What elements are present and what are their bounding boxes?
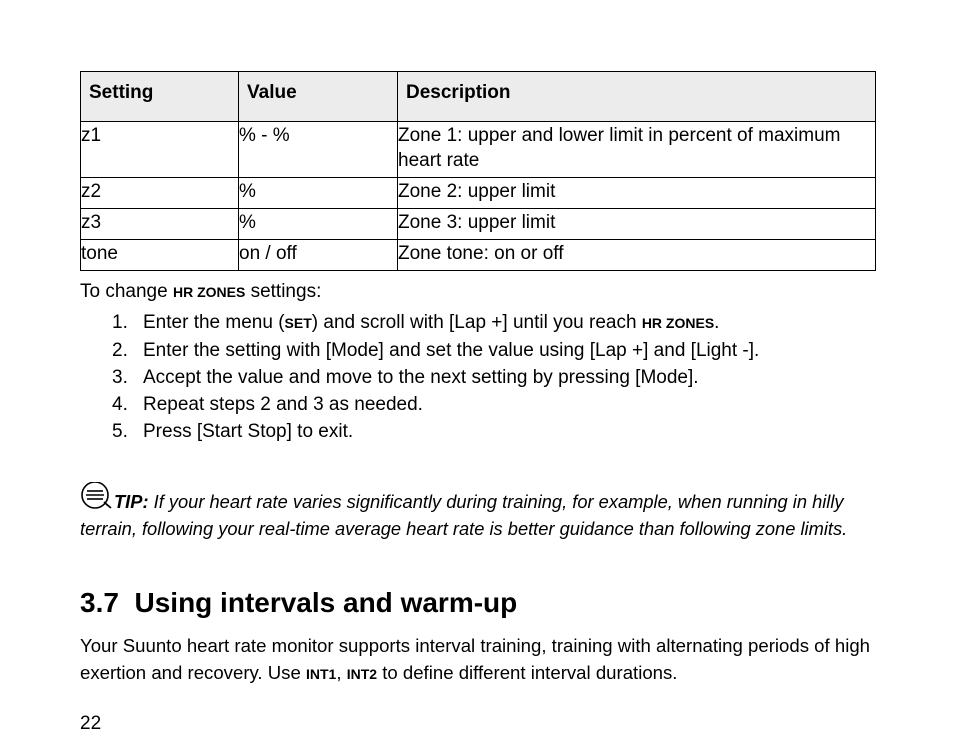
section-title: Using intervals and warm-up [134,587,518,618]
body-text: , [336,662,347,683]
int2-keyword: INT2 [346,666,378,682]
intro-text: To change [80,281,173,302]
page-number: 22 [80,713,102,734]
tip-label: TIP: [114,491,149,512]
cell-description: Zone tone: on or off [398,240,876,271]
section-body [80,632,880,688]
tip-text: If your heart rate varies significantly during training, for example, when running in hilly terrain, following your real-time average heart rate is better guidance than following zone limits. [80,491,848,539]
step-text: Accept the value and move to the next setting by pressing [Mode]. [143,367,699,388]
step-text: . [714,312,720,333]
list-item [80,364,759,391]
cell-description: Zone 3: upper limit [398,209,876,240]
step-text: Enter the setting with [Mode] and set the value using [Lap +] and [Light -]. [143,340,760,361]
list-item [80,337,759,364]
cell-setting: z3 [81,209,239,240]
section-heading [80,585,517,621]
table-row [81,178,876,209]
hr-zones-keyword: HR ZONES [172,284,246,300]
step-number: 3. [112,367,128,388]
list-item [80,418,759,445]
cell-setting: z1 [81,122,239,178]
cell-setting: tone [81,240,239,271]
list-item [80,309,759,337]
hr-zones-keyword: HR ZONES [641,315,715,331]
cell-description: Zone 2: upper limit [398,178,876,209]
table-row [81,240,876,271]
step-text: ) and scroll with [Lap +] until you reach [311,312,642,333]
cell-setting: z2 [81,178,239,209]
tip-note [80,482,880,542]
step-text: Press [Start Stop] to exit. [143,421,354,442]
step-number: 1. [112,312,128,333]
table-header-row [81,72,876,122]
step-number: 5. [112,421,128,442]
cell-value: % - % [239,122,398,178]
step-text: Enter the menu ( [143,312,285,333]
int1-keyword: INT1 [306,666,337,682]
set-keyword: SET [284,315,312,331]
instructions-intro [80,280,321,304]
table-row [81,209,876,240]
cell-value: % [239,209,398,240]
header-value: Value [239,72,398,122]
cell-description: Zone 1: upper and lower limit in percent of maximum heart rate [398,122,876,178]
header-description: Description [398,72,876,122]
step-number: 2. [112,340,128,361]
list-item [80,391,759,418]
table-row [81,122,876,178]
header-setting: Setting [81,72,239,122]
body-text: to define different interval durations. [377,662,678,683]
steps-list [80,309,759,445]
tip-note-icon [80,482,114,510]
step-number: 4. [112,394,128,415]
cell-value: % [239,178,398,209]
section-number: 3.7 [80,587,119,618]
cell-value: on / off [239,240,398,271]
body-text: Your Suunto heart rate monitor supports interval training, training with alternating periods of high exertion and recovery. Use [80,635,871,683]
intro-text-end: settings: [245,281,322,302]
hr-zones-settings-table [80,71,876,271]
step-text: Repeat steps 2 and 3 as needed. [143,394,423,415]
